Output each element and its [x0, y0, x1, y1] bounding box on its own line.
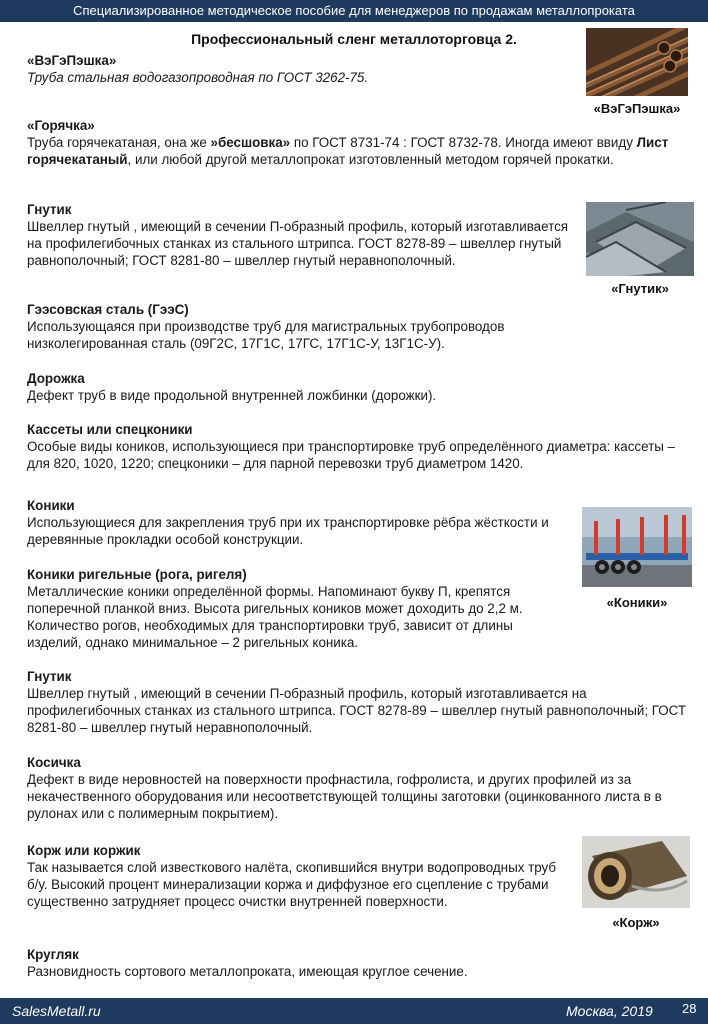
entry-term: Косичка [27, 755, 81, 770]
entry-term: Кругляк [27, 947, 79, 962]
footer-city-year: Москва, 2019 [566, 1003, 653, 1019]
entry-term: Дорожка [27, 371, 85, 386]
entry-text: Труба стальная водогазопроводная по ГОСТ 3262-75. [27, 70, 369, 85]
entry-text: Швеллер гнутый , имеющий в сечении П-образный профиль, который изготавливается на профилегибочных станках из стального штрипса. ГОСТ 8278-89 – швеллер гнутый равнополочный; ГОСТ 8281-80 – швеллер гнутый неравнополочный. [27, 686, 687, 735]
pipes-caption: «ВэГэПэшка» [593, 101, 681, 116]
entry-rigeli [27, 566, 562, 651]
entry-goryachka [27, 117, 687, 168]
page-number: 28 [682, 1001, 697, 1016]
entry-term: Корж или коржик [27, 843, 141, 858]
entry-bold-term: »бесшовка» [210, 135, 291, 150]
entry-vgp [27, 52, 567, 86]
entry-kruglyak [27, 946, 667, 980]
footer-site: SalesMetall.ru [12, 1003, 101, 1019]
page-title: Профессиональный сленг металлоторговца 2. [191, 31, 517, 47]
entry-text: Разновидность сортового металлопроката, имеющая круглое сечение. [27, 964, 468, 979]
header-text: Специализированное методическое пособие для менеджеров по продажам металлопроката [73, 3, 635, 18]
entry-term: Кассеты или спецконики [27, 422, 193, 437]
entry-term: Коники ригельные (рога, ригеля) [27, 567, 247, 582]
korzh-caption: «Корж» [612, 915, 660, 930]
entry-text: Использующаяся при производстве труб для магистральных трубопроводов низколегированная сталь (09Г2С, 17Г1С, 17ГС, 17Г1С-У, 13Г1С-У). [27, 319, 505, 351]
truck-caption: «Коники» [606, 595, 668, 610]
entry-text: Швеллер гнутый , имеющий в сечении П-образный профиль, который изготавливается на профилегибочных станках из стального штрипса. ГОСТ 8278-89 – швеллер гнутый равнополочный; ГОСТ 8281-80 – швеллер гнутый неравнополочный. [27, 219, 569, 268]
entry-text: Так называется слой известкового налёта, скопившийся внутри водопроводных труб б/у. Высокий процент минерализации коржа и диффузное его сцепление с трубами существенно затрудняет процесс очистки внутренней поверхности. [27, 860, 557, 909]
entry-text: Использующиеся для закрепления труб при их транспортировке рёбра жёсткости и деревянные прокладки особой конструкции. [27, 515, 549, 547]
entry-text-part: , или любой другой металлопрокат изготовленный методом горячей прокатки. [127, 152, 614, 167]
entry-text-part: по ГОСТ 8731-74 : ГОСТ 8732-78. Иногда имеют ввиду [290, 135, 637, 150]
entry-text: Особые виды коников, использующиеся при транспортировке труб определённого диаметра: кассеты – для 820, 1020, 1220; спецконики – для парной перевозки труб диаметром 1420. [27, 439, 676, 471]
entry-text: Дефект в виде неровностей на поверхности профнастила, гофролиста, и других профилей из за некачественного оборудования или несоответствующей толщины заготовки (оцинкованного листа в в рулонах или с полимерным покрытием). [27, 772, 662, 821]
channel-caption: «Гнутик» [611, 281, 669, 296]
channel-photo [586, 202, 694, 276]
entry-korzh [27, 842, 567, 910]
entry-kosichka [27, 754, 677, 822]
korzh-photo [582, 836, 690, 908]
header-bar [0, 0, 708, 22]
entry-term: «Горячка» [27, 118, 95, 133]
entry-term: Коники [27, 498, 75, 513]
entry-term: Гнутик [27, 202, 72, 217]
entry-gnutik-1 [27, 201, 572, 269]
entry-text-part: Труба горячекатаная, она же [27, 135, 211, 150]
entry-term: Гнутик [27, 669, 72, 684]
entry-term: Гээсовская сталь (ГээС) [27, 302, 189, 317]
entry-bold-term: Лист горячекатаный [27, 135, 669, 167]
entry-term: «ВэГэПэшка» [27, 53, 117, 68]
entry-koniki [27, 497, 562, 548]
entry-gees [27, 301, 597, 352]
entry-text: Металлические коники определённой формы. Напоминают букву П, крепятся поперечной планкой вниз. Высота ригельных коников может доходить до 2,2 м. Количество рогов, необходимых для транспортировки труб, зависит от длины изделий, однако минимальное – 2 ригельных коника. [27, 584, 523, 650]
entry-text: Дефект труб в виде продольной внутренней ложбинки (дорожки). [27, 388, 437, 403]
footer-bar [0, 998, 708, 1024]
pipes-photo [586, 28, 688, 96]
entry-dorozhka [27, 370, 667, 404]
truck-photo [582, 507, 692, 587]
entry-kassety [27, 421, 682, 472]
entry-gnutik-2 [27, 668, 687, 736]
